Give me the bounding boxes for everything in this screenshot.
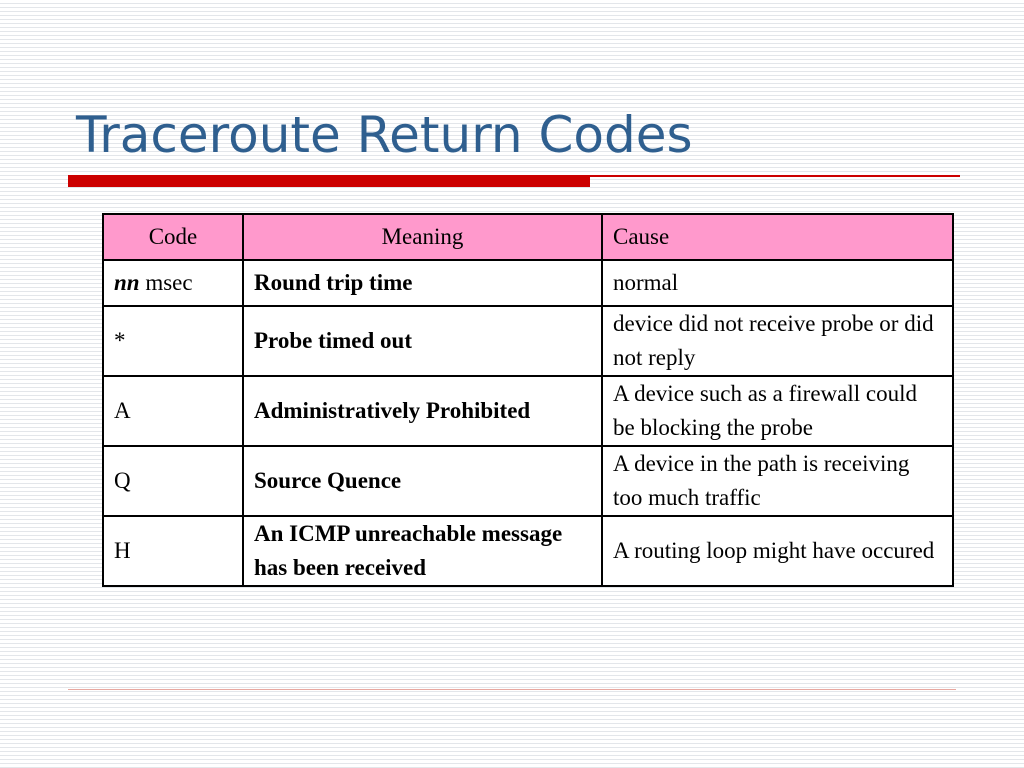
code-cell <box>103 376 243 446</box>
code-value: msec <box>139 270 193 295</box>
cause-cell: A device such as a firewall could be blocking the probe <box>602 376 953 446</box>
table-body <box>103 260 953 586</box>
meaning-cell: Round trip time <box>243 260 602 306</box>
code-value: * <box>114 328 126 353</box>
table-row <box>103 260 953 306</box>
table-row <box>103 306 953 376</box>
header-code: Code <box>103 214 243 260</box>
code-prefix: nn <box>114 270 140 295</box>
cause-cell: A routing loop might have occured <box>602 516 953 586</box>
table-row <box>103 516 953 586</box>
meaning-cell: Probe timed out <box>243 306 602 376</box>
cause-cell: A device in the path is receiving too much traffic <box>602 446 953 516</box>
return-codes-table-container <box>102 213 935 587</box>
header-meaning: Meaning <box>243 214 602 260</box>
header-cause: Cause <box>602 214 953 260</box>
header-row <box>103 214 953 260</box>
code-value: H <box>114 538 131 563</box>
return-codes-table <box>102 213 954 587</box>
table-row <box>103 376 953 446</box>
meaning-cell: Source Quence <box>243 446 602 516</box>
code-cell <box>103 260 243 306</box>
cause-cell: normal <box>602 260 953 306</box>
table-row <box>103 446 953 516</box>
code-cell <box>103 516 243 586</box>
meaning-cell: Administratively Prohibited <box>243 376 602 446</box>
title-underline-thin <box>590 175 960 177</box>
code-cell <box>103 306 243 376</box>
footer-divider <box>68 689 956 690</box>
title-underline-thick <box>68 175 590 187</box>
code-cell <box>103 446 243 516</box>
meaning-cell: An ICMP unreachable message has been received <box>243 516 602 586</box>
code-value: Q <box>114 468 131 493</box>
cause-cell: device did not receive probe or did not reply <box>602 306 953 376</box>
table-header <box>103 214 953 260</box>
code-value: A <box>114 398 131 423</box>
slide-title: Traceroute Return Codes <box>76 106 693 164</box>
